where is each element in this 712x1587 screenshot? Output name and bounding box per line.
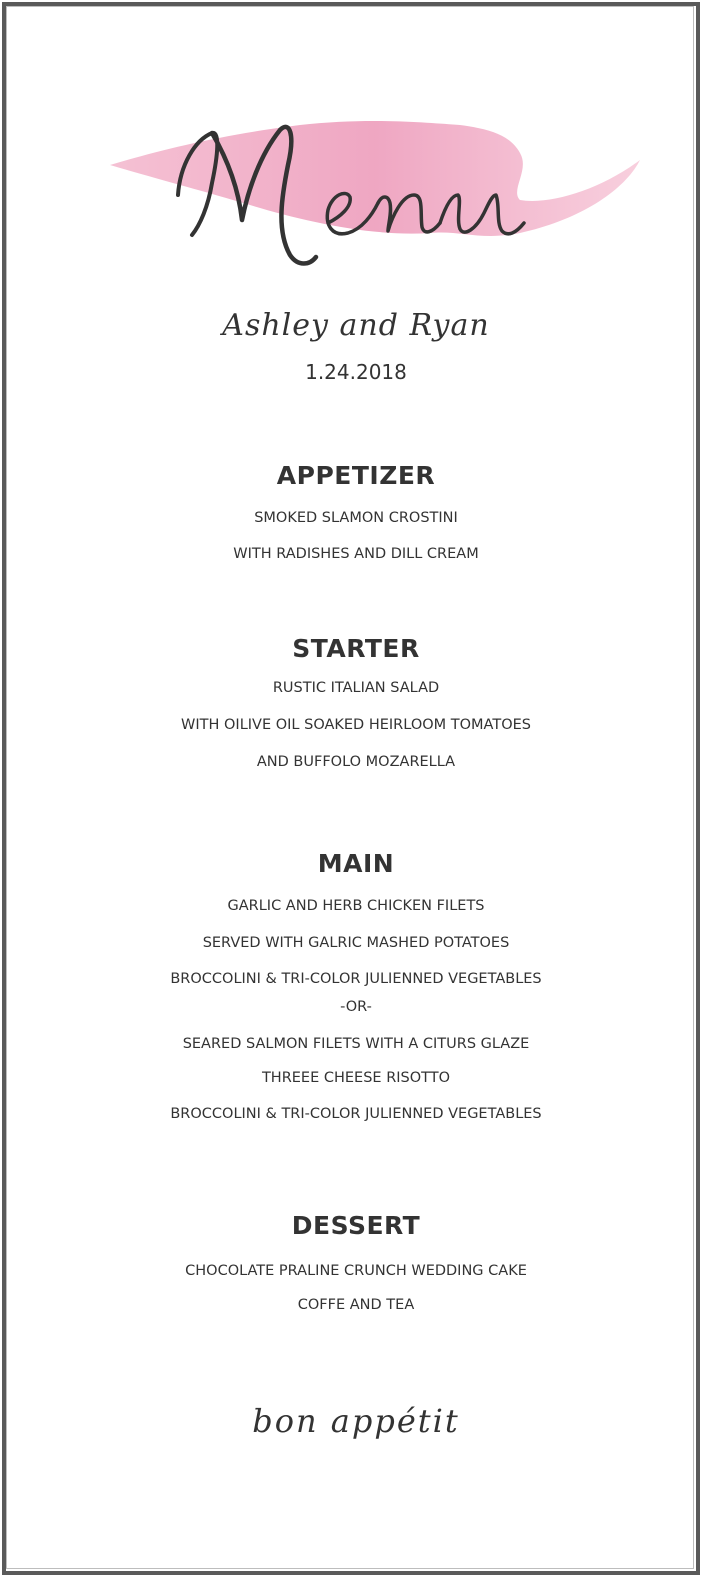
menu-item: BROCCOLINI & TRI-COLOR JULIENNED VEGETABLES <box>170 971 542 987</box>
menu-item: AND BUFFOLO MOZARELLA <box>256 754 456 770</box>
menu-item: WITH OILIVE OIL SOAKED HEIRLOOM TOMATOES <box>181 717 531 733</box>
section-heading: APPETIZER <box>276 461 436 490</box>
menu-item: WITH RADISHES AND DILL CREAM <box>233 546 479 562</box>
menu-item: SEARED SALMON FILETS WITH A CITURS GLAZE <box>182 1036 530 1052</box>
section-heading: MAIN <box>317 849 395 878</box>
menu-item: BROCCOLINI & TRI-COLOR JULIENNED VEGETABLES <box>170 1106 542 1122</box>
section-dessert <box>0 1210 712 1242</box>
menu-item: GARLIC AND HERB CHICKEN FILETS <box>227 898 485 914</box>
event-date: 1.24.2018 <box>305 360 407 384</box>
menu-item-separator: -OR- <box>340 999 372 1015</box>
menu-item: CHOCOLATE PRALINE CRUNCH WEDDING CAKE <box>185 1263 527 1279</box>
menu-item: COFFE AND TEA <box>297 1297 415 1313</box>
section-main <box>0 848 712 880</box>
menu-item: SERVED WITH GALRIC MASHED POTATOES <box>202 935 510 951</box>
signoff: bon appétit <box>252 1402 460 1440</box>
section-appetizer <box>0 460 712 492</box>
menu-item: RUSTIC ITALIAN SALAD <box>272 680 440 696</box>
menu-item: SMOKED SLAMON CROSTINI <box>254 510 458 526</box>
section-starter <box>0 633 712 665</box>
section-heading: STARTER <box>292 634 420 663</box>
menu-item: THREEE CHEESE RISOTTO <box>261 1070 451 1086</box>
section-heading: DESSERT <box>291 1211 421 1240</box>
couple-names: Ashley and Ryan <box>222 308 490 343</box>
